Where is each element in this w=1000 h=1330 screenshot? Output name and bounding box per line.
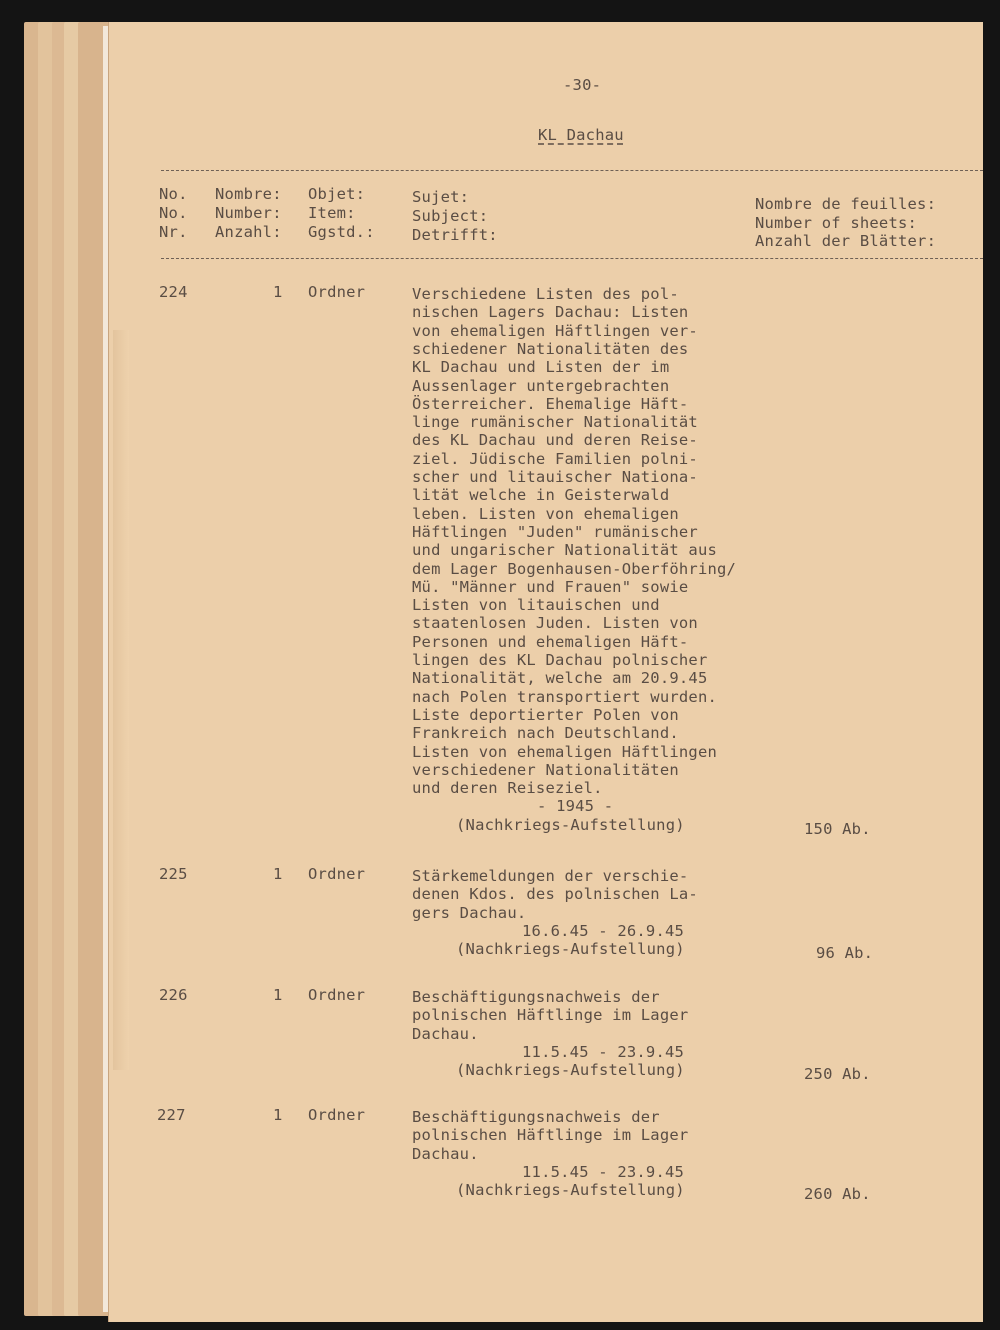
entry-note: (Nachkriegs-Aufstellung) xyxy=(456,1181,685,1200)
entry-subject-line: Häftlingen "Juden" rumänischer xyxy=(412,522,698,541)
entry-subject-line: polnischen Häftlinge im Lager xyxy=(412,1006,689,1025)
header-no-en: No. xyxy=(159,204,188,222)
header-bottom-rule xyxy=(161,258,983,259)
entry-item: Ordner xyxy=(308,865,366,883)
header-no-de: Nr. xyxy=(159,223,188,241)
header-no-fr: No. xyxy=(159,185,188,203)
entry-sheet-count: 96 Ab. xyxy=(816,944,874,963)
header-subject-en: Subject: xyxy=(412,207,489,225)
entry-subject-line: Aussenlager untergebrachten xyxy=(412,376,670,395)
entry-note: (Nachkriegs-Aufstellung) xyxy=(456,1061,685,1080)
entry-count: 1 xyxy=(273,986,283,1004)
entry-subject-line: Beschäftigungsnachweis der xyxy=(412,1108,660,1126)
header-sheets-en: Number of sheets: xyxy=(755,214,918,232)
entry-subject-line: nach Polen transportiert wurden. xyxy=(412,687,718,706)
entry-date-range: 11.5.45 - 23.9.45 xyxy=(522,1042,685,1061)
header-top-rule xyxy=(161,170,983,171)
entry-note: (Nachkriegs-Aufstellung) xyxy=(456,940,685,959)
entry-subject-line: denen Kdos. des polnischen La- xyxy=(412,885,698,904)
entry-count: 1 xyxy=(273,1106,283,1124)
entry-number: 226 xyxy=(159,986,188,1004)
header-count-de: Anzahl: xyxy=(215,223,282,241)
entry-sheet-count: 260 Ab. xyxy=(804,1185,871,1204)
page-number: -30- xyxy=(563,76,602,94)
header-item-fr: Objet: xyxy=(308,185,366,203)
entry-subject-line: und deren Reiseziel. xyxy=(412,779,603,798)
entry-subject-line: des KL Dachau und deren Reise- xyxy=(412,431,698,450)
page-fold-shadow xyxy=(113,330,129,1070)
entry-subject-line: Listen von litauischen und xyxy=(412,596,660,615)
entry-subject-line: verschiedener Nationalitäten xyxy=(412,760,679,779)
entry-subject-line: Personen und ehemaligen Häft- xyxy=(412,632,689,651)
header-sheets-fr: Nombre de feuilles: xyxy=(755,195,937,213)
entry-subject-line: schiedener Nationalitäten des xyxy=(412,339,689,358)
header-item-de: Ggstd.: xyxy=(308,223,375,241)
header-count-en: Number: xyxy=(215,204,282,222)
entry-date-range: 16.6.45 - 26.9.45 xyxy=(522,921,685,940)
entry-subject-line: Verschiedene Listen des pol- xyxy=(412,285,679,303)
entry-item: Ordner xyxy=(308,283,366,301)
entry-subject-line: lingen des KL Dachau polnischer xyxy=(412,651,708,669)
header-item-en: Item: xyxy=(308,204,356,222)
entry-subject-line: Frankreich nach Deutschland. xyxy=(412,724,679,743)
entry-item: Ordner xyxy=(308,986,366,1004)
entry-subject-line: staatenlosen Juden. Listen von xyxy=(412,614,698,633)
entry-subject-line: Listen von ehemaligen Häftlingen xyxy=(412,742,718,761)
entry-date-range: - 1945 - xyxy=(537,797,614,816)
section-title: KL Dachau xyxy=(538,126,624,144)
entry-subject-line: KL Dachau und Listen der im xyxy=(412,358,670,377)
entry-subject-line: nischen Lagers Dachau: Listen xyxy=(412,303,689,322)
entry-count: 1 xyxy=(273,865,283,883)
entry-subject-line: leben. Listen von ehemaligen xyxy=(412,504,679,523)
entry-subject-line: Dachau. xyxy=(412,1024,479,1043)
entry-subject-line: polnischen Häftlinge im Lager xyxy=(412,1126,689,1145)
entry-subject-line: linge rumänischer Nationalität xyxy=(412,413,698,432)
entry-sheet-count: 250 Ab. xyxy=(804,1065,871,1084)
entry-subject-line: und ungarischer Nationalität aus xyxy=(412,541,718,560)
document-page xyxy=(108,22,983,1322)
entry-number: 227 xyxy=(157,1106,186,1124)
header-sheets-de: Anzahl der Blätter: xyxy=(755,232,937,250)
entry-number: 225 xyxy=(159,865,188,883)
entry-subject-line: Dachau. xyxy=(412,1144,479,1163)
entry-subject-line: gers Dachau. xyxy=(412,903,527,922)
entry-subject-line: von ehemaligen Häftlingen ver- xyxy=(412,321,698,340)
header-subject-de: Detrifft: xyxy=(412,226,498,244)
entry-subject-line: Nationalität, welche am 20.9.45 xyxy=(412,669,708,688)
header-count-fr: Nombre: xyxy=(215,185,282,203)
header-subject-fr: Sujet: xyxy=(412,188,470,206)
entry-item: Ordner xyxy=(308,1106,366,1124)
entry-date-range: 11.5.45 - 23.9.45 xyxy=(522,1162,685,1181)
entry-subject-line: Liste deportierter Polen von xyxy=(412,705,679,724)
entry-number: 224 xyxy=(159,283,188,301)
entry-subject-line: ziel. Jüdische Familien polni- xyxy=(412,449,698,468)
entry-subject-line: Österreicher. Ehemalige Häft- xyxy=(412,394,689,413)
entry-subject-line: scher und litauischer Nationa- xyxy=(412,468,698,486)
entry-subject-line: lität welche in Geisterwald xyxy=(412,486,670,505)
entry-note: (Nachkriegs-Aufstellung) xyxy=(456,815,685,834)
entry-subject-line: dem Lager Bogenhausen-Oberföhring/ xyxy=(412,559,737,578)
entry-sheet-count: 150 Ab. xyxy=(804,819,871,838)
entry-subject-line: Mü. "Männer und Frauen" sowie xyxy=(412,577,689,596)
entry-subject-line: Stärkemeldungen der verschie- xyxy=(412,867,689,885)
entry-subject-line: Beschäftigungsnachweis der xyxy=(412,988,660,1006)
entry-count: 1 xyxy=(273,283,283,301)
